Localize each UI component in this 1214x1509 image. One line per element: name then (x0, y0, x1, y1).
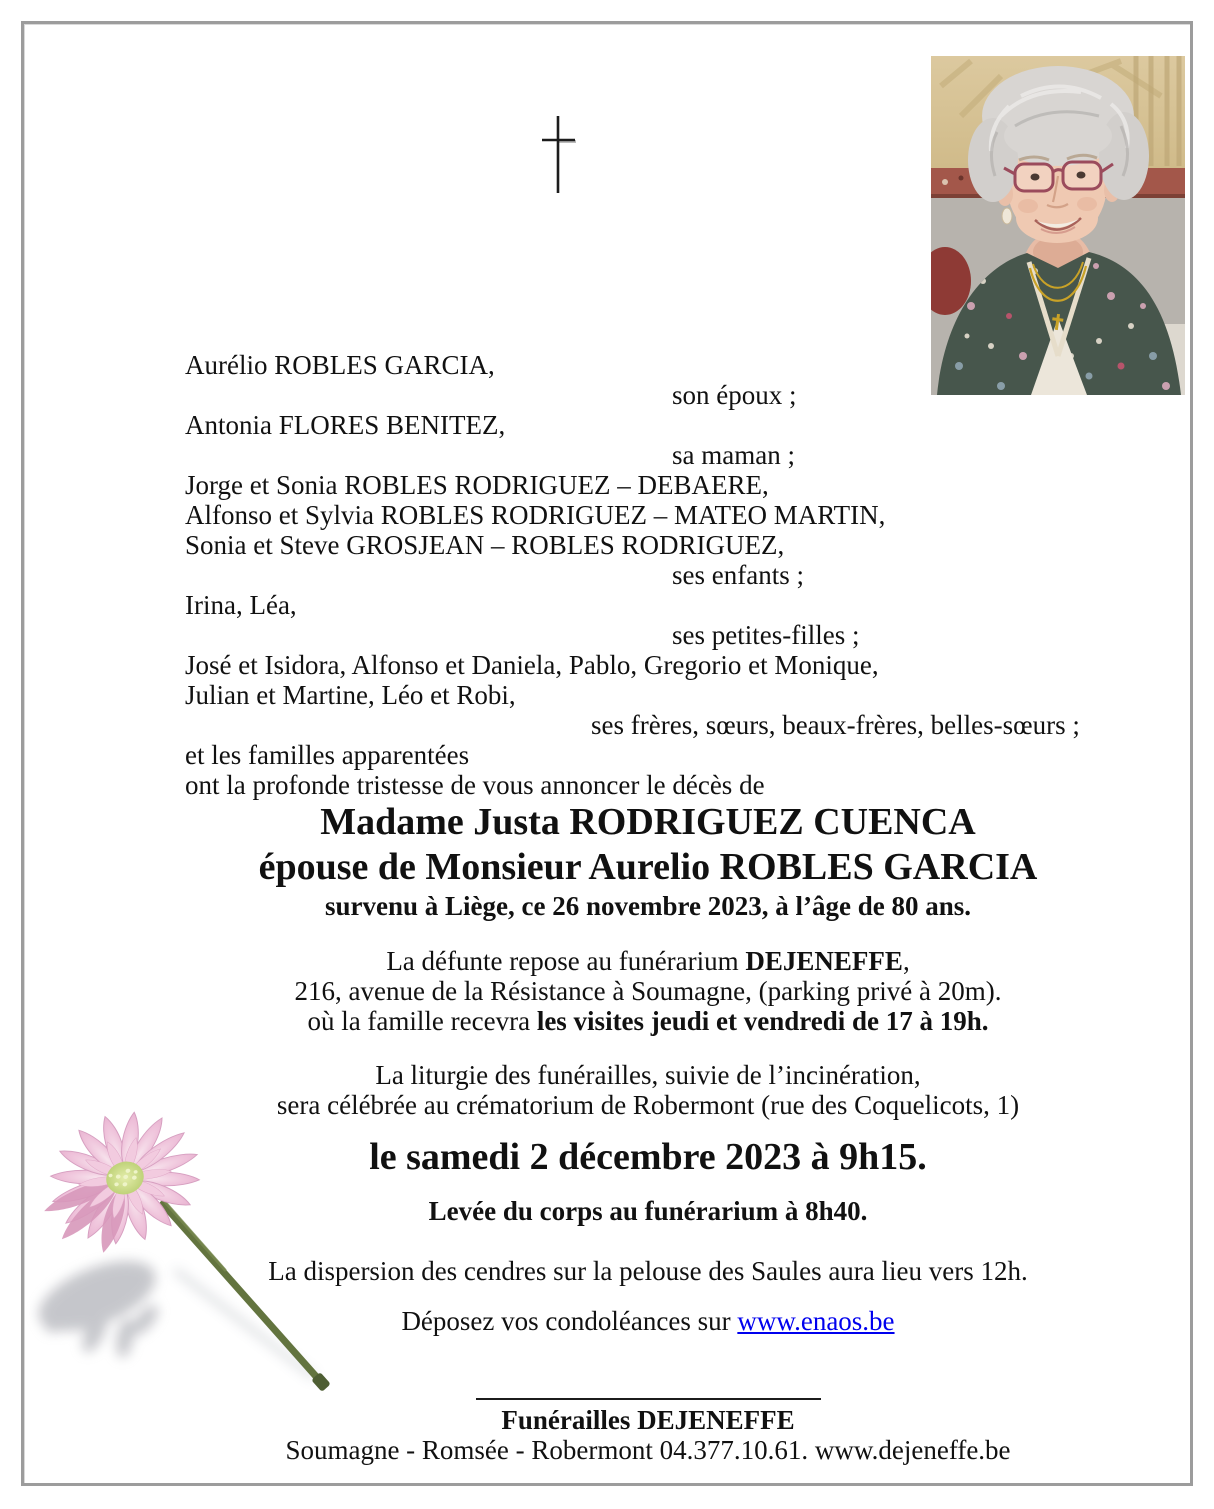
flower-image (25, 1100, 345, 1410)
relation-line: sa maman ; (672, 440, 795, 470)
family-line: Antonia FLORES BENITEZ, (185, 410, 506, 440)
repose-line-3: où la famille recevra les visites jeudi et vendredi de 17 à 19h. (307, 1006, 989, 1036)
funeral-home-info: Soumagne - Romsée - Robermont 04.377.10.61. www.dejeneffe.be (285, 1435, 1011, 1465)
latin-cross-icon (536, 110, 580, 198)
liturgy-line-2: sera célébrée au crématorium de Robermont (rue des Coquelicots, 1) (276, 1090, 1020, 1120)
family-line: Jorge et Sonia ROBLES RODRIGUEZ – DEBAERE, (185, 470, 769, 500)
family-line: ont la profonde tristesse de vous annoncer le décès de (185, 770, 765, 800)
family-line: Sonia et Steve GROSJEAN – ROBLES RODRIGUEZ, (185, 530, 785, 560)
portrait-photo (931, 56, 1185, 395)
visiting-hours-inline: les visites jeudi et vendredi de 17 à 19h. (536, 1006, 989, 1036)
deceased-spouse-title: épouse de Monsieur Aurelio ROBLES GARCIA (258, 846, 1038, 888)
family-line: et les familles apparentées (185, 740, 470, 770)
family-line: Julian et Martine, Léo et Robi, (185, 680, 516, 710)
liturgy-line-1: La liturgie des funérailles, suivie de l’incinération, (375, 1060, 921, 1090)
family-line: Alfonso et Sylvia ROBLES RODRIGUEZ – MATEO MARTIN, (185, 500, 886, 530)
repose-paragraph (105, 946, 1191, 1036)
family-line: José et Isidora, Alfonso et Daniela, Pablo, Gregorio et Monique, (185, 650, 879, 680)
condolences-text: Déposez vos condoléances sur (401, 1306, 738, 1336)
repose-line-2: 216, avenue de la Résistance à Soumagne, (parking privé à 20m). (294, 976, 1002, 1006)
family-line: Aurélio ROBLES GARCIA, (185, 350, 495, 380)
relation-line: ses enfants ; (672, 560, 804, 590)
relation-line: ses frères, sœurs, beaux-frères, belles-sœurs ; (591, 710, 1080, 740)
deceased-name-title: Madame Justa RODRIGUEZ CUENCA (320, 801, 976, 843)
relation-line: son époux ; (672, 380, 797, 410)
repose-line-1: La défunte repose au funérarium DEJENEFFE, (386, 946, 910, 976)
levee-line: Levée du corps au funérarium à 8h40. (428, 1196, 868, 1226)
funeral-home-name-inline: DEJENEFFE (745, 946, 903, 976)
relation-line: ses petites-filles ; (672, 620, 860, 650)
funeral-home-title: Funérailles DEJENEFFE (501, 1405, 795, 1435)
family-line: Irina, Léa, (185, 590, 297, 620)
ceremony-date-line: le samedi 2 décembre 2023 à 9h15. (369, 1136, 927, 1178)
dispersion-line: La dispersion des cendres sur la pelouse des Saules aura lieu vers 12h. (268, 1256, 1028, 1286)
family-announcement-list (185, 350, 1105, 800)
enaos-link[interactable]: www.enaos.be (737, 1306, 895, 1336)
death-date-line: survenu à Liège, ce 26 novembre 2023, à l’âge de 80 ans. (325, 891, 971, 921)
